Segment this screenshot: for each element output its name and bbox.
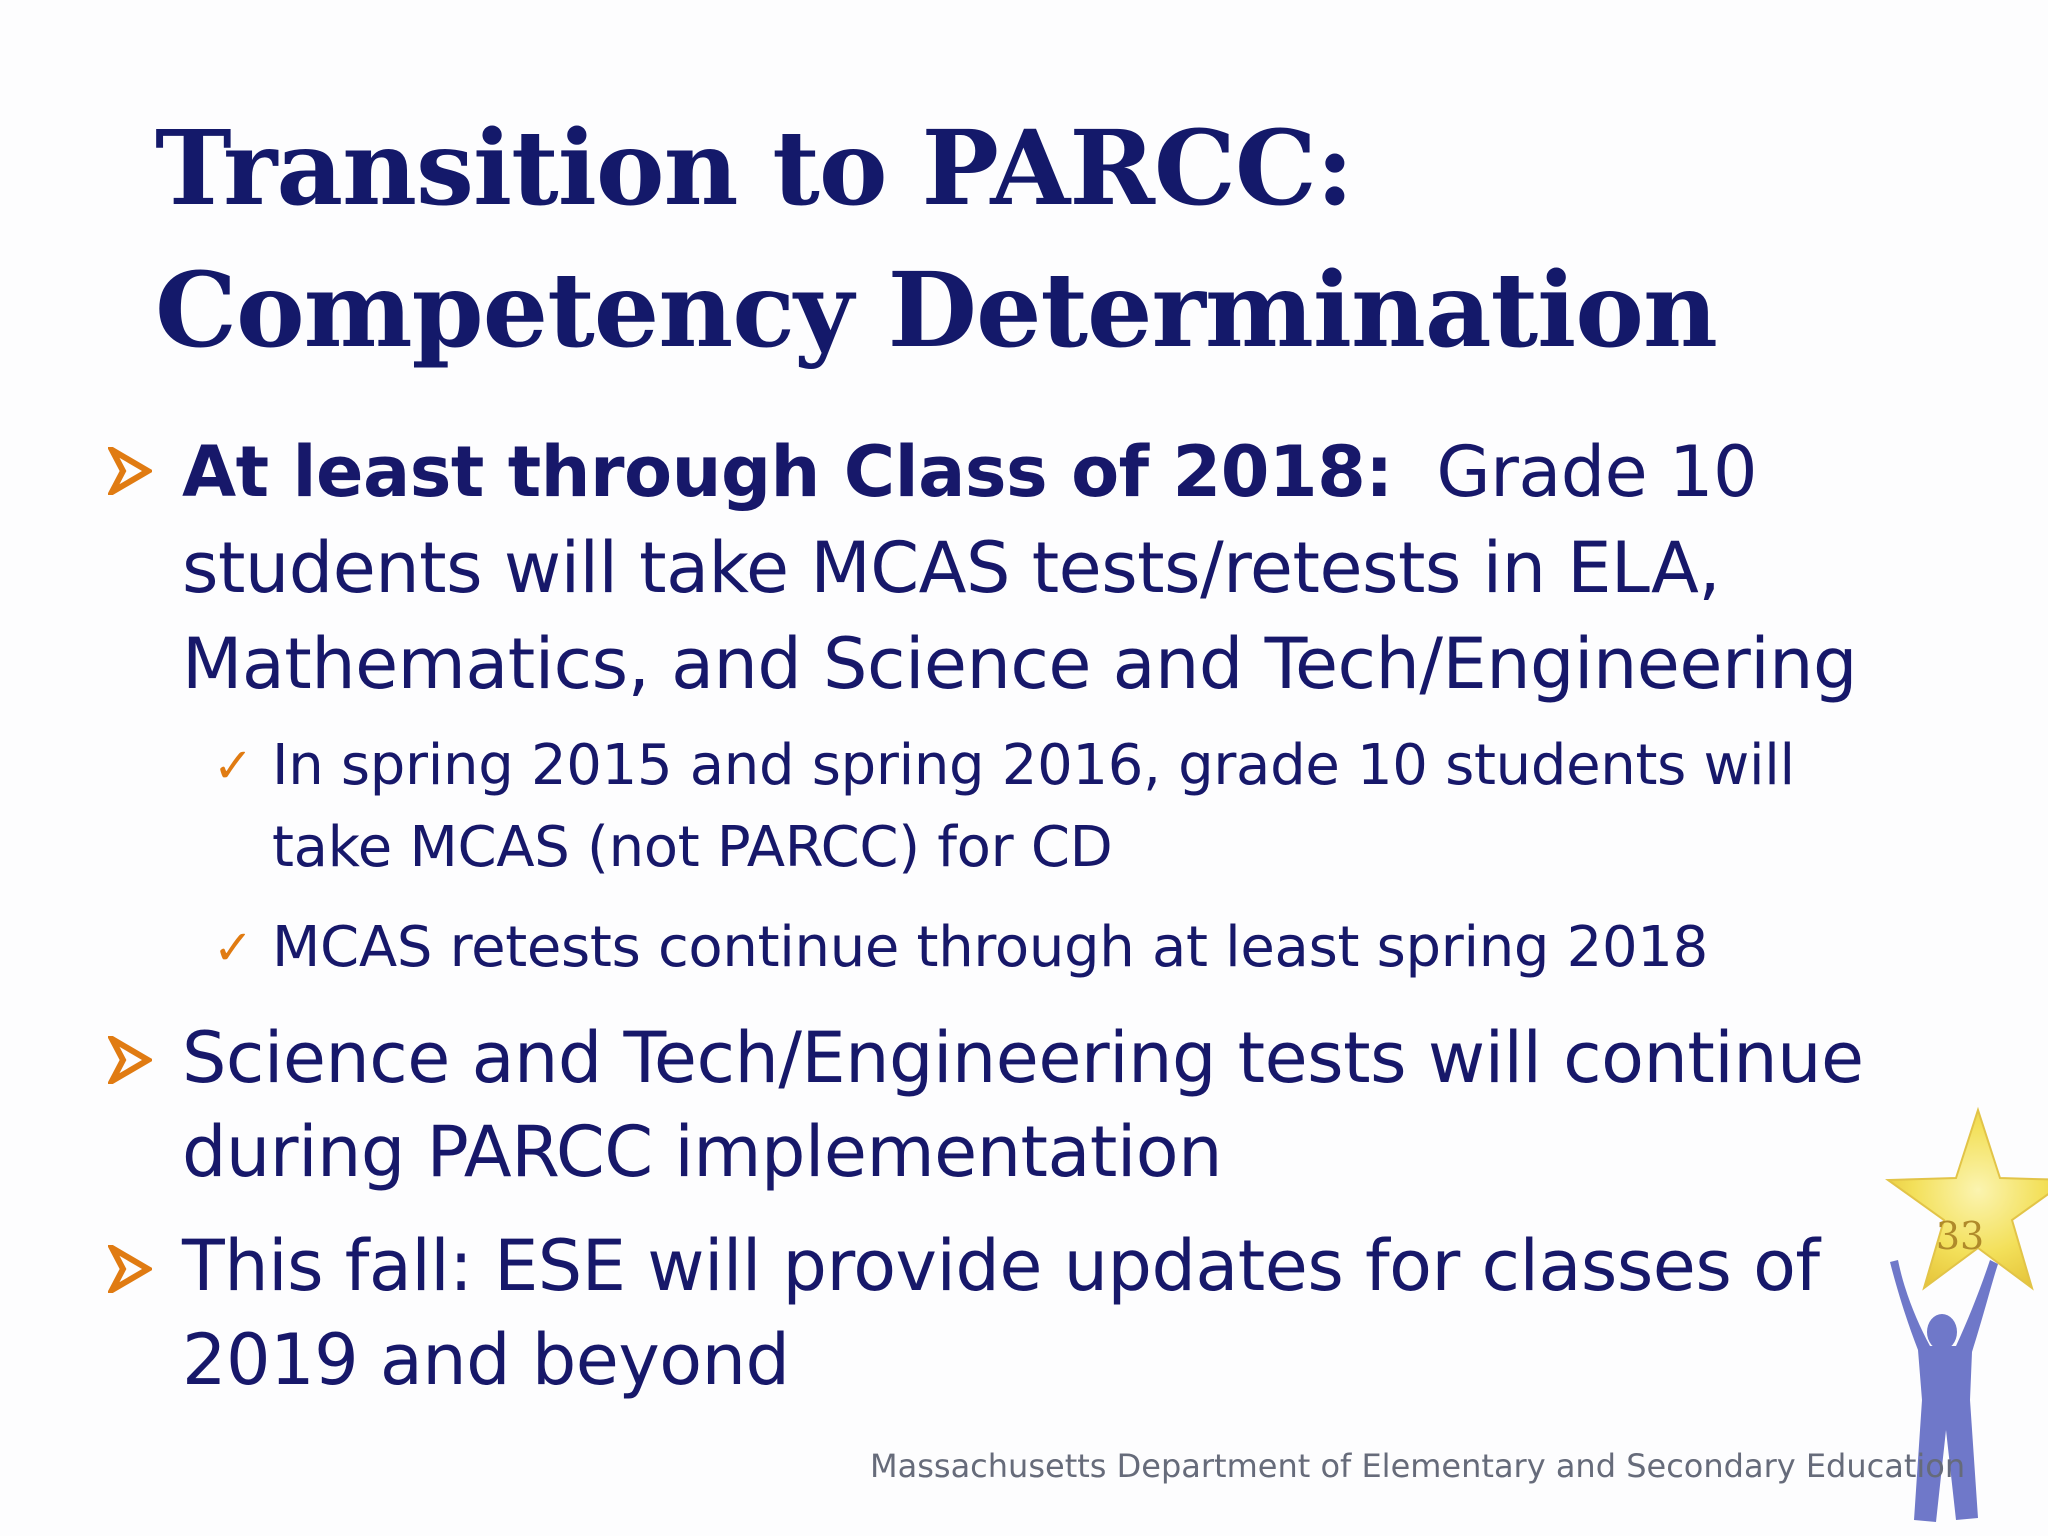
bullet-1-line-1-rest: Grade 10 [1436, 431, 1758, 513]
slide-title-line-1: Transition to PARCC: [155, 108, 1353, 229]
bullet-2-line-2: during PARCC implementation [182, 1111, 1222, 1193]
arrow-bullet-icon [108, 1036, 152, 1084]
checkmark-icon: ✓ [213, 920, 254, 976]
sub-bullet-1-line-2: take MCAS (not PARCC) for CD [272, 815, 1113, 880]
bullet-1-line-3: Mathematics, and Science and Tech/Engineering [182, 623, 1857, 705]
arrow-bullet-icon [108, 1245, 152, 1293]
bullet-2-line-1: Science and Tech/Engineering tests will continue [182, 1017, 1864, 1099]
bullet-1-line-1 [182, 426, 1757, 518]
sub-bullet-1-line-1: In spring 2015 and spring 2016, grade 10 students will [272, 733, 1795, 798]
arrow-bullet-icon [108, 447, 152, 495]
bullet-3-line-2: 2019 and beyond [182, 1319, 790, 1401]
bullet-1-line-2: students will take MCAS tests/retests in ELA, [182, 527, 1721, 609]
bullet-3-line-1: This fall: ESE will provide updates for classes of [182, 1225, 1820, 1307]
checkmark-icon: ✓ [213, 738, 254, 794]
bullet-1-bold-lead: At least through Class of 2018: [182, 431, 1393, 513]
slide-title-line-2: Competency Determination [155, 250, 1717, 371]
footer-text: Massachusetts Department of Elementary and Secondary Education [870, 1447, 1966, 1485]
page-number: 33 [1935, 1214, 1985, 1258]
sub-bullet-2-line-1: MCAS retests continue through at least spring 2018 [272, 915, 1708, 980]
